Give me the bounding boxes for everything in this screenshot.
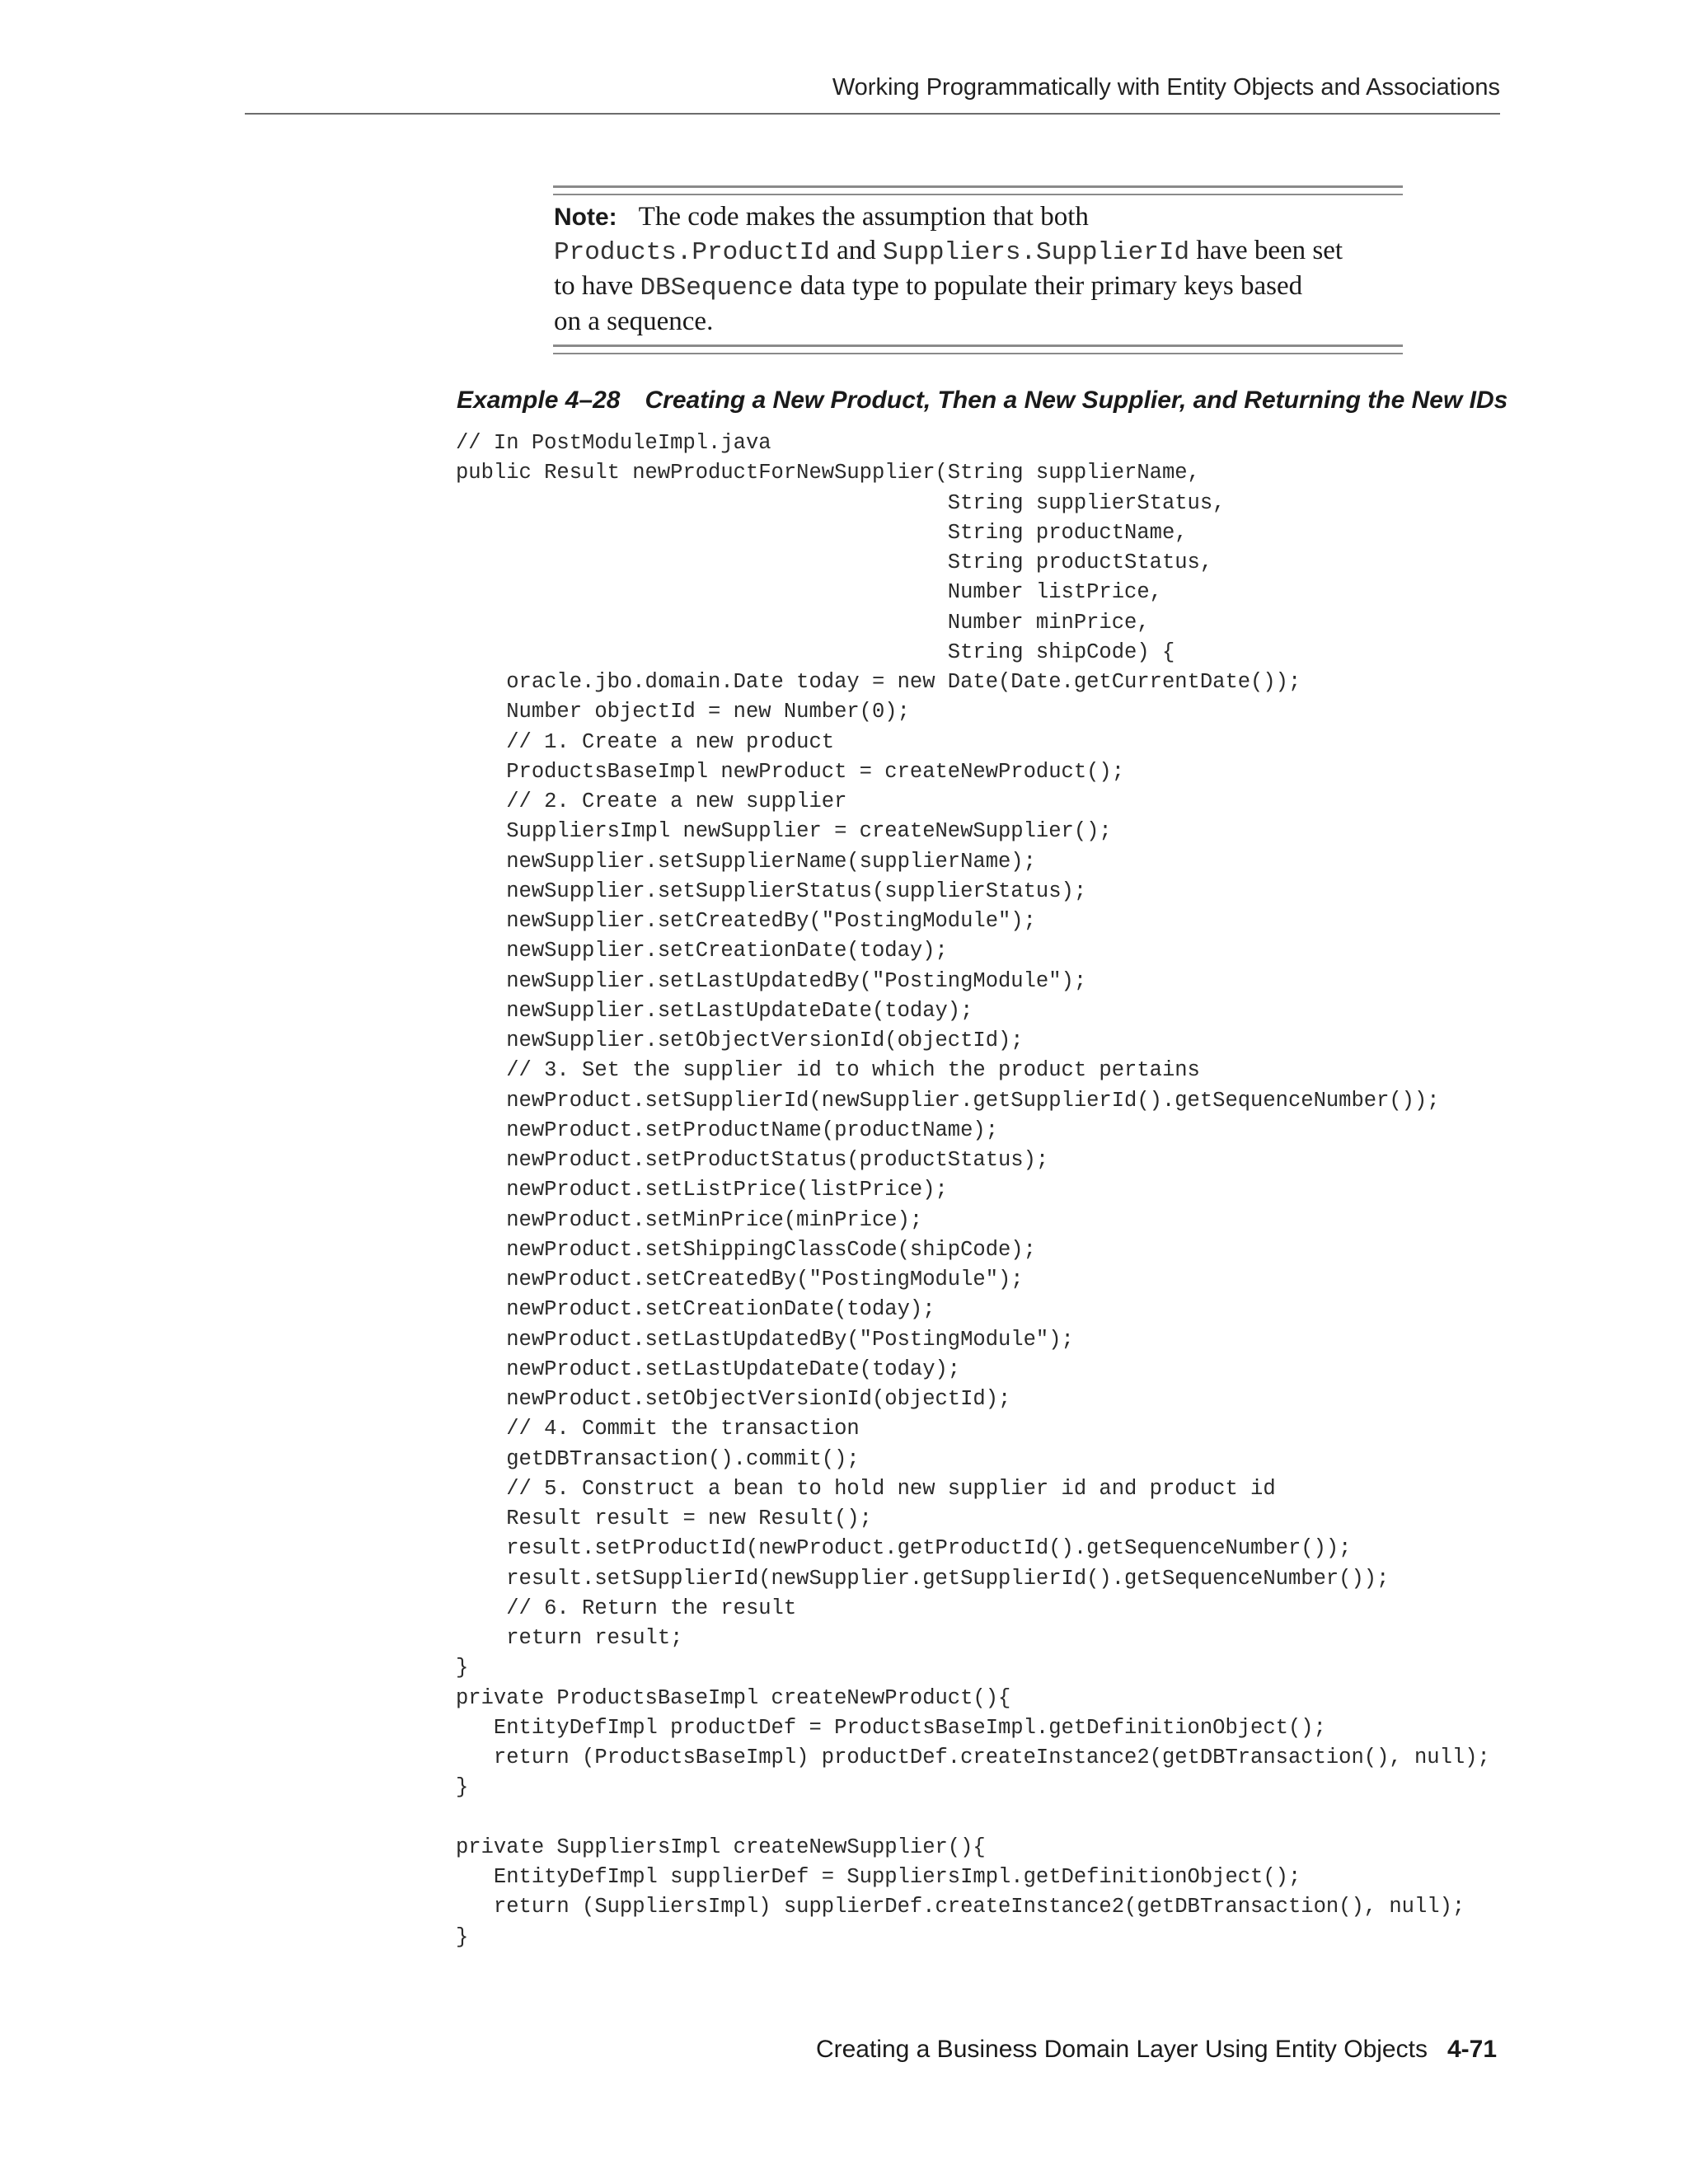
code-line: // 5. Construct a bean to hold new supplier id and product id [456,1476,1276,1501]
code-line: newSupplier.setSupplierStatus(supplierStatus); [456,879,1087,903]
code-line: // In PostModuleImpl.java [456,431,771,455]
code-line: ProductsBaseImpl newProduct = createNewProduct(); [456,759,1125,784]
example-caption [457,387,1507,415]
code-line: newSupplier.setSupplierName(supplierName); [456,849,1036,874]
code-line: result.setProductId(newProduct.getProductId().getSequenceNumber()); [456,1536,1352,1561]
code-line: SuppliersImpl newSupplier = createNewSupplier(); [456,819,1112,844]
code-line: } [456,1924,469,1949]
note-text: on a sequence. [554,307,714,336]
note-block [554,200,1403,338]
code-line: newProduct.setListPrice(listPrice); [456,1178,948,1202]
code-line: private ProductsBaseImpl createNewProduct(){ [456,1685,1011,1710]
code-line: result.setSupplierId(newSupplier.getSupplierId().getSequenceNumber()); [456,1566,1390,1591]
code-line: } [456,1656,469,1680]
code-line: // 3. Set the supplier id to which the product pertains [456,1058,1200,1083]
code-line: newSupplier.setCreationDate(today); [456,939,948,963]
code-line: Result result = new Result(); [456,1507,872,1530]
note-text: and [829,236,884,265]
code-line: newProduct.setLastUpdatedBy("PostingModule"); [456,1327,1074,1352]
code-line: newSupplier.setObjectVersionId(objectId); [456,1029,1024,1052]
code-listing [456,429,1490,1952]
note-top-rule [553,185,1403,195]
code-line: // 6. Return the result [456,1596,797,1620]
header-rule [245,113,1500,115]
code-line: Number objectId = new Number(0); [456,700,910,724]
code-line: String productStatus, [456,551,1213,574]
code-line: newProduct.setProductStatus(productStatus); [456,1148,1049,1172]
code-line: newSupplier.setCreatedBy("PostingModule"); [456,909,1036,933]
code-line: // 1. Create a new product [456,729,835,754]
code-line: newProduct.setLastUpdateDate(today); [456,1357,961,1381]
code-line: newProduct.setProductName(productName); [456,1118,999,1142]
code-line: EntityDefImpl productDef = ProductsBaseImpl.getDefinitionObject(); [456,1715,1326,1740]
page-number: 4-71 [1447,2036,1497,2063]
code-line: getDBTransaction().commit(); [456,1446,860,1471]
note-label: Note: [554,204,617,231]
code-line: newProduct.setObjectVersionId(objectId); [456,1387,1011,1411]
code-line: String productName, [456,520,1188,545]
note-line-2 [554,234,1403,269]
code-line: newSupplier.setLastUpdateDate(today); [456,998,973,1023]
code-line: newSupplier.setLastUpdatedBy("PostingModule"); [456,968,1087,993]
running-footer [816,2036,1497,2064]
note-code: Products.ProductId [554,238,830,267]
code-line: } [456,1775,469,1800]
note-line-1 [554,200,1403,234]
note-code: Suppliers.SupplierId [883,238,1190,267]
code-line [456,1803,1490,1833]
note-text: data type to populate their primary keys based [793,271,1303,301]
code-line: // 4. Commit the transaction [456,1417,860,1441]
code-line: newProduct.setShippingClassCode(shipCode); [456,1237,1036,1262]
footer-title: Creating a Business Domain Layer Using Entity Objects [815,2036,1428,2063]
code-line: private SuppliersImpl createNewSupplier(){ [456,1835,986,1859]
code-line: return result; [456,1626,683,1650]
running-header: Working Programmatically with Entity Objects and Associations [832,74,1500,101]
code-line: newProduct.setCreatedBy("PostingModule"); [456,1268,1024,1291]
example-number: Example 4–28 [457,387,621,414]
code-line: newProduct.setSupplierId(newSupplier.getSupplierId().getSequenceNumber()); [456,1088,1440,1113]
code-line: // 2. Create a new supplier [456,790,847,813]
note-text: to have [554,271,640,301]
code-line: public Result newProductForNewSupplier(String supplierName, [456,461,1200,485]
code-line: oracle.jbo.domain.Date today = new Date(Date.getCurrentDate()); [456,670,1301,694]
note-text: have been set [1189,236,1343,265]
note-line-4 [554,305,1403,338]
note-bottom-rule [553,344,1403,354]
code-line: Number minPrice, [456,610,1150,635]
code-line: EntityDefImpl supplierDef = SuppliersImpl.getDefinitionObject(); [456,1865,1301,1889]
code-line: Number listPrice, [456,580,1162,605]
example-title: Creating a New Product, Then a New Supplier, and Returning the New IDs [645,387,1508,414]
code-line: newProduct.setMinPrice(minPrice); [456,1207,923,1232]
note-code: DBSequence [640,274,794,302]
note-line-3 [554,269,1403,305]
code-line: newProduct.setCreationDate(today); [456,1297,935,1322]
code-line: String supplierStatus, [456,490,1226,515]
code-line: return (ProductsBaseImpl) productDef.createInstance2(getDBTransaction(), null); [456,1746,1490,1769]
code-line: return (SuppliersImpl) supplierDef.createInstance2(getDBTransaction(), null); [456,1895,1465,1919]
note-text: The code makes the assumption that both [638,202,1089,232]
code-line: String shipCode) { [456,640,1175,664]
